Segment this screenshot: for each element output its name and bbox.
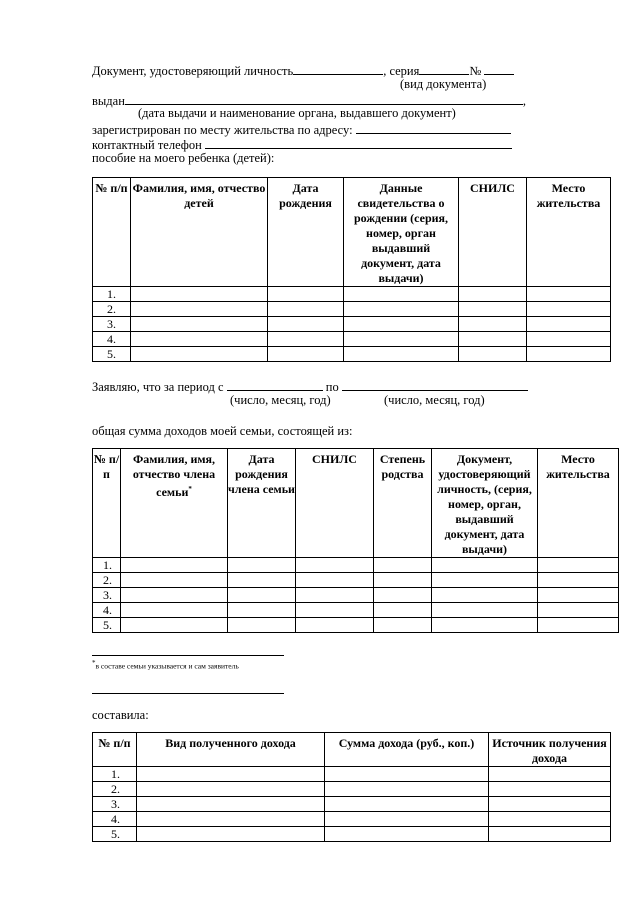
table-row [93, 347, 611, 362]
children-col-number: № п/п [93, 178, 131, 287]
table-row [93, 797, 611, 812]
table-row [93, 588, 619, 603]
row-number: 3. [93, 588, 121, 603]
footnote-mark: * [188, 485, 192, 493]
row-number: 5. [93, 827, 137, 842]
row-number: 1. [93, 767, 137, 782]
family-col-snils: СНИЛС [296, 449, 374, 558]
phone-field[interactable] [205, 136, 512, 149]
table-row [93, 302, 611, 317]
composed-label: составила: [92, 708, 149, 722]
row-number: 3. [93, 797, 137, 812]
row-number: 5. [93, 347, 131, 362]
table-row [93, 812, 611, 827]
income-col-amount: Сумма дохода (руб., коп.) [325, 733, 489, 767]
address-label: зарегистрирован по месту жительства по адресу: [92, 123, 353, 137]
period-to-field[interactable] [342, 378, 528, 391]
period-from-label: Заявляю, что за период с [92, 380, 224, 394]
children-col-snils: СНИЛС [459, 178, 527, 287]
family-col-document: Документ, удостоверяющий личность, (серия, номер, орган, выдавший документ, дата выдачи) [432, 449, 538, 558]
income-table [92, 732, 611, 842]
issued-field[interactable] [125, 92, 523, 105]
series-field[interactable] [419, 62, 469, 75]
footnote [92, 659, 239, 671]
table-row [93, 827, 611, 842]
document-type-field[interactable] [293, 62, 383, 75]
row-number: 1. [93, 558, 121, 573]
signature-line[interactable] [92, 693, 284, 694]
table-row [93, 782, 611, 797]
row-number: 2. [93, 573, 121, 588]
family-table [92, 448, 619, 633]
number-label: № [469, 64, 482, 78]
issued-comma: , [522, 94, 527, 108]
children-col-birthdate: Дата рождения [268, 178, 344, 287]
period-from-hint: (число, месяц, год) [230, 393, 331, 407]
children-table [92, 177, 611, 362]
children-col-name: Фамилия, имя, отчество детей [131, 178, 268, 287]
income-col-type: Вид полученного дохода [137, 733, 325, 767]
income-col-number: № п/п [93, 733, 137, 767]
benefit-label: пособие на моего ребенка (детей): [92, 151, 275, 165]
table-row [93, 618, 619, 633]
series-label: , серия [383, 64, 420, 78]
table-row [93, 558, 619, 573]
row-number: 2. [93, 782, 137, 797]
income-col-source: Источник получения дохода [489, 733, 611, 767]
row-number: 4. [93, 603, 121, 618]
issued-label: выдан [92, 94, 125, 108]
identity-document-label: Документ, удостоверяющий личность [92, 64, 294, 78]
document-type-hint: (вид документа) [400, 77, 487, 91]
number-field[interactable] [484, 62, 514, 75]
family-col-relation: Степень родства [374, 449, 432, 558]
issued-hint: (дата выдачи и наименование органа, выдавшего документ) [138, 106, 456, 120]
row-number: 5. [93, 618, 121, 633]
row-number: 1. [93, 287, 131, 302]
row-number: 4. [93, 812, 137, 827]
family-col-birthdate: Дата рождения члена семьи [228, 449, 296, 558]
row-number: 2. [93, 302, 131, 317]
row-number: 3. [93, 317, 131, 332]
row-number: 4. [93, 332, 131, 347]
children-col-certificate: Данные свидетельства о рождении (серия, номер, орган выдавший документ, дата выдачи) [344, 178, 459, 287]
phone-label: контактный телефон [92, 138, 202, 152]
table-row [93, 317, 611, 332]
table-row [93, 573, 619, 588]
footnote-text: в составе семьи указывается и сам заявитель [95, 661, 239, 671]
period-from-field[interactable] [227, 378, 323, 391]
period-to-label: по [325, 380, 339, 394]
children-col-residence: Место жительства [527, 178, 611, 287]
family-col-number: № п/п [93, 449, 121, 558]
family-income-label: общая сумма доходов моей семьи, состоящей из: [92, 424, 353, 438]
address-field[interactable] [356, 121, 511, 134]
table-row [93, 603, 619, 618]
footnote-mark: * [92, 659, 96, 667]
period-to-hint: (число, месяц, год) [384, 393, 485, 407]
family-col-residence: Место жительства [538, 449, 619, 558]
table-row [93, 287, 611, 302]
table-row [93, 767, 611, 782]
family-col-name: Фамилия, имя, отчество члена семьи* [121, 449, 228, 558]
table-row [93, 332, 611, 347]
footnote-rule [92, 655, 284, 656]
